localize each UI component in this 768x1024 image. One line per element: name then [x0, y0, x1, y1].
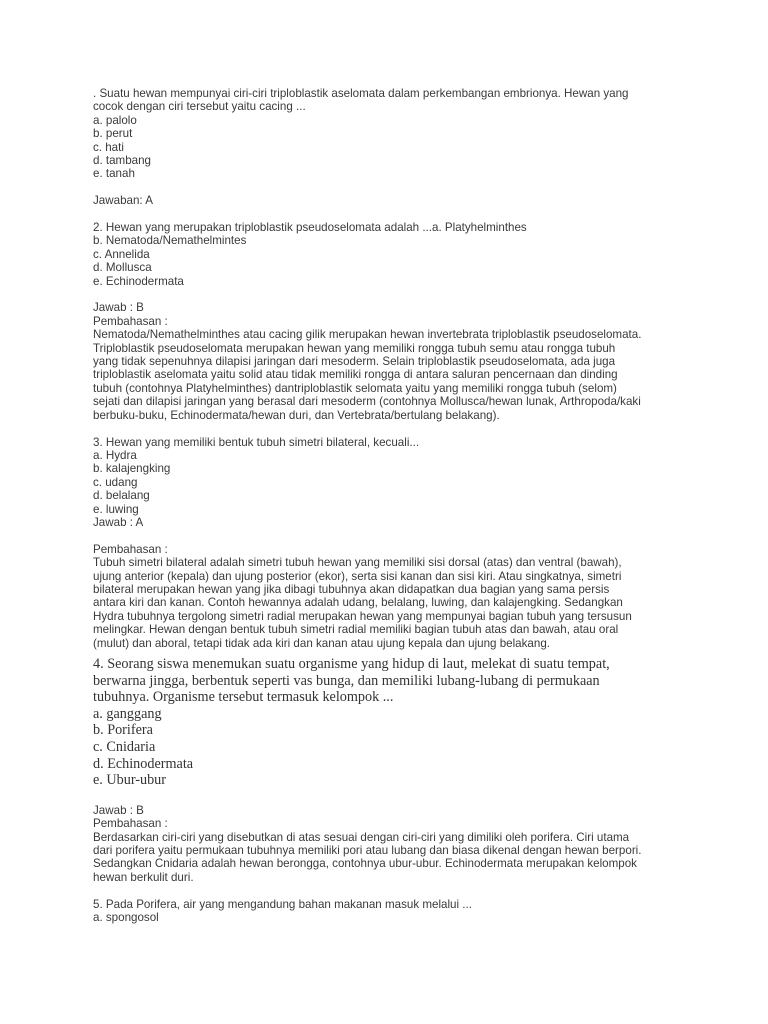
- question-5: [93, 898, 683, 925]
- question-2-text-line: 2. Hewan yang merupakan triploblastik pseudoselomata adalah ...a. Platyhelminthes: [93, 221, 527, 235]
- question-4-discussion-line: dari porifera yaitu permukaan tubuhnya memiliki pori atau lubang dan biasa dikenal dengan hewan berpori.: [93, 843, 642, 857]
- question-4-discussion: [93, 804, 683, 898]
- question-2-option-e: e. Echinodermata: [93, 274, 184, 288]
- question-2-discussion-line: Triploblastik pseudoselomata merupakan hewan yang memiliki rongga tubuh semu atau rongga tubuh: [93, 341, 616, 355]
- question-3-discussion-line: (mulut) dan aboral, tetapi tidak ada kiri dan kanan atau ujung kepala dan ujung belakang.: [93, 636, 550, 650]
- question-5-text-line: 5. Pada Porifera, air yang mengandung bahan makanan masuk melalui ...: [93, 897, 472, 911]
- question-2-option-d: d. Mollusca: [93, 261, 152, 275]
- question-1-text-line: . Suatu hewan mempunyai ciri-ciri triploblastik aselomata dalam perkembangan embrionya. Hewan yang: [93, 87, 629, 100]
- question-4-text-line: tubuhnya. Organisme tersebut termasuk kelompok ...: [93, 689, 394, 706]
- question-4-option-a: a. ganggang: [93, 705, 162, 722]
- question-3-option-d: d. belalang: [93, 489, 150, 503]
- question-2-option-b: b. Nematoda/Nemathelmintes: [93, 234, 247, 248]
- question-1: [93, 87, 683, 221]
- question-3-answer: Jawab : A: [93, 515, 144, 529]
- question-4-answer: Jawab : B: [93, 803, 144, 817]
- question-4-option-d: d. Echinodermata: [93, 755, 194, 772]
- question-2-discussion-line: sejati dan dilapisi jaringan yang berasal dari mesoderm (contohnya Mollusca/hewan lunak, Arthropoda/kaki: [93, 395, 641, 409]
- question-3: [93, 436, 683, 656]
- question-1-text-line: cocok dengan ciri tersebut yaitu cacing ...: [93, 100, 306, 114]
- question-1-answer: Jawaban: A: [93, 194, 153, 208]
- question-3-discussion-line: Hydra tubuhnya tergolong simetri radial merupakan hewan yang mempunyai bagian tubuh yang tersusun: [93, 609, 632, 623]
- question-2-discussion-line: triploblastik aselomata yaitu solid atau tidak memiliki rongga di antara saluran pencernaan dan dinding: [93, 368, 618, 382]
- question-3-discussion-label: Pembahasan :: [93, 542, 168, 556]
- document-page: [93, 87, 683, 924]
- question-1-option-a: a. palolo: [93, 113, 137, 127]
- question-4-discussion-line: Sedangkan Cnidaria adalah hewan berongga, contohnya ubur-ubur. Echinodermata merupakan kelompok: [93, 857, 637, 871]
- question-2-discussion-line: Nematoda/Nemathelminthes atau cacing gilik merupakan hewan invertebrata triploblastik pseudoselomata.: [93, 328, 642, 342]
- question-3-text-line: 3. Hewan yang memiliki bentuk tubuh simetri bilateral, kecuali...: [93, 435, 420, 449]
- question-1-option-d: d. tambang: [93, 154, 152, 168]
- question-4-text-line: berwarna jingga, berbentuk seperti vas bunga, dan memiliki lubang-lubang di permukaan: [93, 672, 600, 689]
- question-1-option-b: b. perut: [93, 127, 133, 141]
- question-2-option-c: c. Annelida: [93, 247, 150, 261]
- question-4-discussion-label: Pembahasan :: [93, 817, 168, 831]
- question-2-discussion-line: yang tidak sepenuhnya dilapisi jaringan dari mesoderm. Selain triploblastik pseudoselomata, ada juga: [93, 355, 616, 369]
- question-4-option-b: b. Porifera: [93, 722, 153, 739]
- question-3-option-b: b. kalajengking: [93, 462, 171, 476]
- question-3-option-e: e. luwing: [93, 502, 139, 516]
- question-4-option-e: e. Ubur-ubur: [93, 772, 166, 789]
- question-4-discussion-line: Berdasarkan ciri-ciri yang disebutkan di atas sesuai dengan ciri-ciri yang dimiliki oleh porifera. Ciri utama: [93, 830, 630, 844]
- question-4-text-line: 4. Seorang siswa menemukan suatu organisme yang hidup di laut, melekat di suatu tempat,: [93, 655, 610, 672]
- question-3-option-a: a. Hydra: [93, 448, 137, 462]
- question-3-discussion-line: bilateral merupakan hewan yang jika dibagi tubuhnya akan didapatkan dua bagian yang sama persis: [93, 582, 610, 596]
- question-4-option-c: c. Cnidaria: [93, 738, 156, 755]
- question-4: [93, 656, 683, 804]
- question-4-discussion-line: hewan berkulit duri.: [93, 870, 194, 884]
- question-3-discussion-line: antara kiri dan kanan. Contoh hewannya adalah udang, belalang, luwing, dan kalajengking. Sedangkan: [93, 596, 623, 610]
- question-3-discussion-line: Tubuh simetri bilateral adalah simetri tubuh hewan yang memiliki sisi dorsal (atas) dan ventral (bawah),: [93, 556, 622, 570]
- question-2-answer: Jawab : B: [93, 301, 144, 315]
- question-1-option-e: e. tanah: [93, 167, 135, 181]
- question-2-discussion-label: Pembahasan :: [93, 314, 168, 328]
- question-2-discussion-line: tubuh (contohnya Platyhelminthes) dantriploblastik selomata yaitu yang memiliki rongga tubuh (selom): [93, 381, 617, 395]
- question-3-discussion-line: ujung anterior (kepala) dan ujung posterior (ekor), serta sisi kanan dan sisi kiri. Atau singkatnya, simetri: [93, 569, 622, 583]
- question-3-discussion-line: melingkar. Hewan dengan bentuk tubuh simetri radial memiliki bagian tubuh atas dan bawah, atau oral: [93, 623, 619, 637]
- question-2: [93, 221, 683, 435]
- question-2-discussion-line: berbuku-buku, Echinodermata/hewan duri, dan Vertebrata/bertulang belakang).: [93, 408, 500, 422]
- question-3-option-c: c. udang: [93, 475, 138, 489]
- question-1-option-c: c. hati: [93, 140, 124, 154]
- question-5-option-a: a. spongosol: [93, 910, 159, 924]
